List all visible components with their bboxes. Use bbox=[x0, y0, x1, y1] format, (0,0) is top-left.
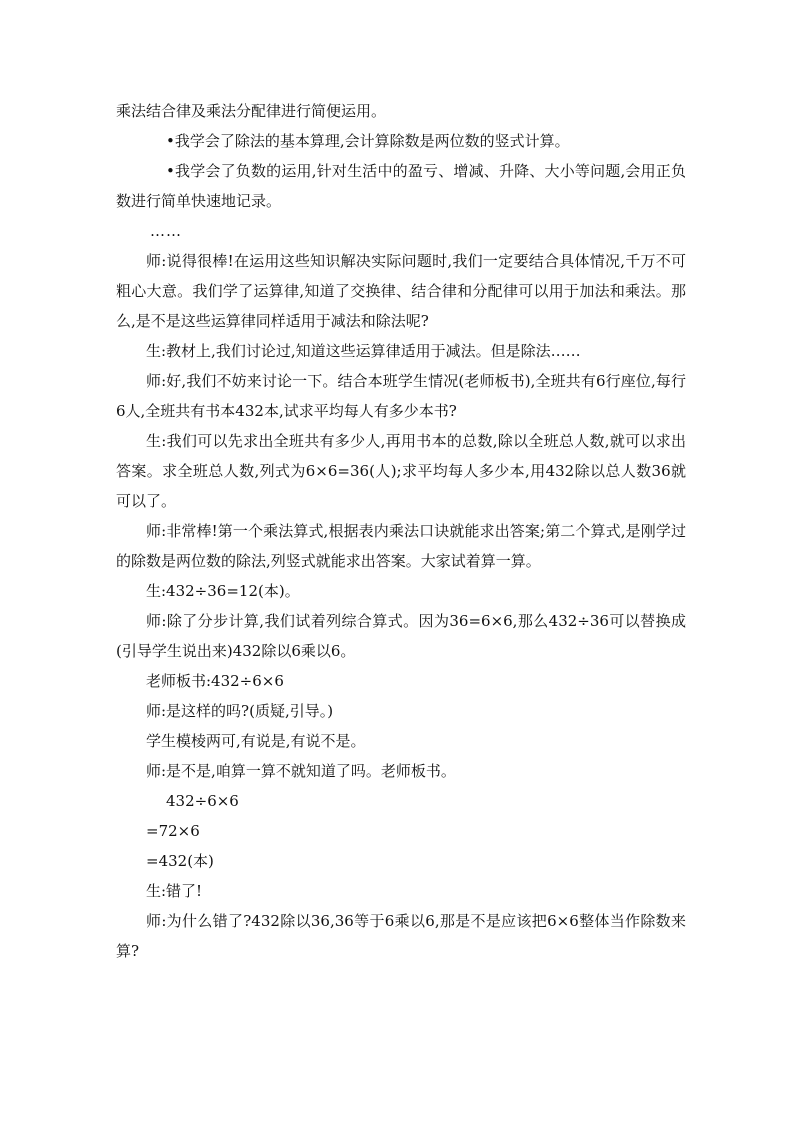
dialogue-paragraph: 师:是这样的吗?(质疑,引导。) bbox=[146, 702, 334, 720]
calculation-step: =432(本) bbox=[146, 852, 214, 870]
dialogue-paragraph: 学生模棱两可,有说是,有说不是。 bbox=[146, 732, 366, 750]
calculation-step: =72×6 bbox=[146, 822, 200, 840]
dialogue-paragraph: 师:是不是,咱算一算不就知道了吗。老师板书。 bbox=[146, 762, 456, 780]
bullet-item-negative-numbers: •我学会了负数的运用,针对生活中的盈亏、增减、升降、大小等问题,会用正负数进行简单快速地记录。 bbox=[116, 162, 686, 210]
paragraph-continuation: 乘法结合律及乘法分配律进行简便运用。 bbox=[116, 102, 387, 120]
bullet-item-division: •我学会了除法的基本算理,会计算除数是两位数的竖式计算。 bbox=[166, 132, 570, 150]
dialogue-paragraph: 师:除了分步计算,我们试着列综合算式。因为36=6×6,那么432÷36可以替换成(引导学生说出来)432除以6乘以6。 bbox=[116, 612, 686, 660]
calculation-step: 432÷6×6 bbox=[166, 792, 239, 810]
dialogue-paragraph: 师:好,我们不妨来讨论一下。结合本班学生情况(老师板书),全班共有6行座位,每行6人,全班共有书本432本,试求平均每人有多少本书? bbox=[116, 372, 686, 420]
dialogue-paragraph: 生:432÷36=12(本)。 bbox=[146, 582, 300, 600]
board-writing-line: 老师板书:432÷6×6 bbox=[146, 672, 284, 690]
dialogue-paragraph: 师:为什么错了?432除以36,36等于6乘以6,那是不是应该把6×6整体当作除数来算? bbox=[116, 912, 686, 960]
dialogue-paragraph: 生:教材上,我们讨论过,知道这些运算律适用于减法。但是除法…… bbox=[146, 342, 581, 360]
dialogue-paragraph: 师:说得很棒!在运用这些知识解决实际问题时,我们一定要结合具体情况,千万不可粗心大意。我们学了运算律,知道了交换律、结合律和分配律可以用于加法和乘法。那么,是不是这些运算律同样适用于减法和除法呢? bbox=[116, 252, 686, 330]
dialogue-paragraph: 生:我们可以先求出全班共有多少人,再用书本的总数,除以全班总人数,就可以求出答案。求全班总人数,列式为6×6=36(人);求平均每人多少本,用432除以总人数36就可以了。 bbox=[116, 432, 686, 510]
document-body bbox=[116, 96, 686, 966]
dialogue-paragraph: 生:错了! bbox=[146, 882, 203, 900]
ellipsis-line: …… bbox=[150, 222, 182, 240]
dialogue-paragraph: 师:非常棒!第一个乘法算式,根据表内乘法口诀就能求出答案;第二个算式,是刚学过的除数是两位数的除法,列竖式就能求出答案。大家试着算一算。 bbox=[116, 522, 686, 570]
